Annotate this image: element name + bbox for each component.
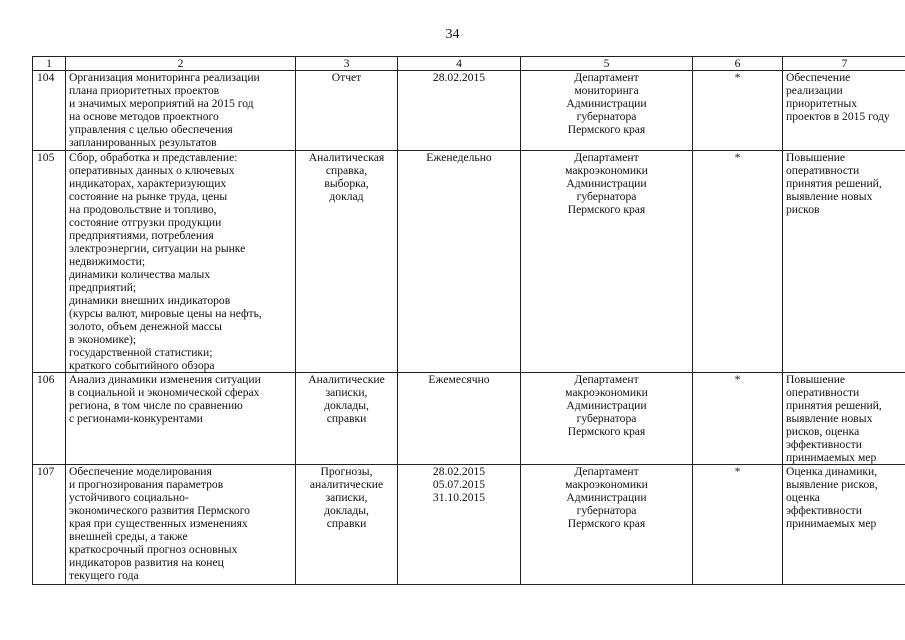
row-number: 104: [33, 71, 66, 151]
column-header: 7: [783, 57, 905, 71]
result-cell: Повышение оперативности принятия решений, выявление новых рисков, оценка эффективности принимаемых мер: [783, 373, 905, 465]
column-header: 5: [521, 57, 693, 71]
table-row: [33, 71, 905, 151]
form-cell: Отчет: [296, 71, 398, 151]
row-number: 106: [33, 373, 66, 465]
mark-cell: *: [693, 151, 783, 373]
column-header: 1: [33, 57, 66, 71]
result-cell: Обеспечение реализации приоритетных проектов в 2015 году: [783, 71, 905, 151]
form-cell: Аналитические записки, доклады, справки: [296, 373, 398, 465]
responsible-cell: Департамент макроэкономики Администрации губернатора Пермского края: [521, 151, 693, 373]
table-row: [33, 465, 905, 585]
column-header: 6: [693, 57, 783, 71]
form-cell: Прогнозы, аналитические записки, доклады, справки: [296, 465, 398, 585]
responsible-cell: Департамент мониторинга Администрации губернатора Пермского края: [521, 71, 693, 151]
table-row: [33, 151, 905, 373]
form-cell: Аналитическая справка, выборка, доклад: [296, 151, 398, 373]
mark-cell: *: [693, 71, 783, 151]
page-number: 34: [445, 27, 460, 42]
activity-cell: Анализ динамики изменения ситуации в социальной и экономической сферах региона, в том числе по сравнению с регионами-конкурентами: [66, 373, 296, 465]
table-row: [33, 373, 905, 465]
term-cell: 28.02.2015 05.07.2015 31.10.2015: [398, 465, 521, 585]
result-cell: Оценка динамики, выявление рисков, оценка эффективности принимаемых мер: [783, 465, 905, 585]
header-row: [33, 57, 905, 71]
mark-cell: *: [693, 373, 783, 465]
term-cell: Еженедельно: [398, 151, 521, 373]
responsible-cell: Департамент макроэкономики Администрации губернатора Пермского края: [521, 373, 693, 465]
plan-table: [32, 56, 905, 585]
activity-cell: Сбор, обработка и представление: оперативных данных о ключевых индикаторах, характеризующих состояние на рынке труда, цены на продовольствие и топливо, состояние отгрузки продукции предприятиями, потребления электроэнергии, ситуации на рынке недвижимости; динамики количества малых предприятий; динамики внешних индикаторов (курсы валют, мировые цены на нефть, золото, объем денежной массы в экономике); государственной статистики; краткого событийного обзора: [66, 151, 296, 373]
term-cell: 28.02.2015: [398, 71, 521, 151]
row-number: 105: [33, 151, 66, 373]
row-number: 107: [33, 465, 66, 585]
column-header: 4: [398, 57, 521, 71]
term-cell: Ежемесячно: [398, 373, 521, 465]
mark-cell: *: [693, 465, 783, 585]
activity-cell: Организация мониторинга реализации плана приоритетных проектов и значимых мероприятий на 2015 год на основе методов проектного управления с целью обеспечения запланированных результатов: [66, 71, 296, 151]
activity-cell: Обеспечение моделирования и прогнозирования параметров устойчивого социально- экономического развития Пермского края при существенных изменениях внешней среды, а также краткосрочный прогноз основных индикаторов развития на конец текущего года: [66, 465, 296, 585]
responsible-cell: Департамент макроэкономики Администрации губернатора Пермского края: [521, 465, 693, 585]
column-header: 2: [66, 57, 296, 71]
result-cell: Повышение оперативности принятия решений, выявление новых рисков: [783, 151, 905, 373]
column-header: 3: [296, 57, 398, 71]
